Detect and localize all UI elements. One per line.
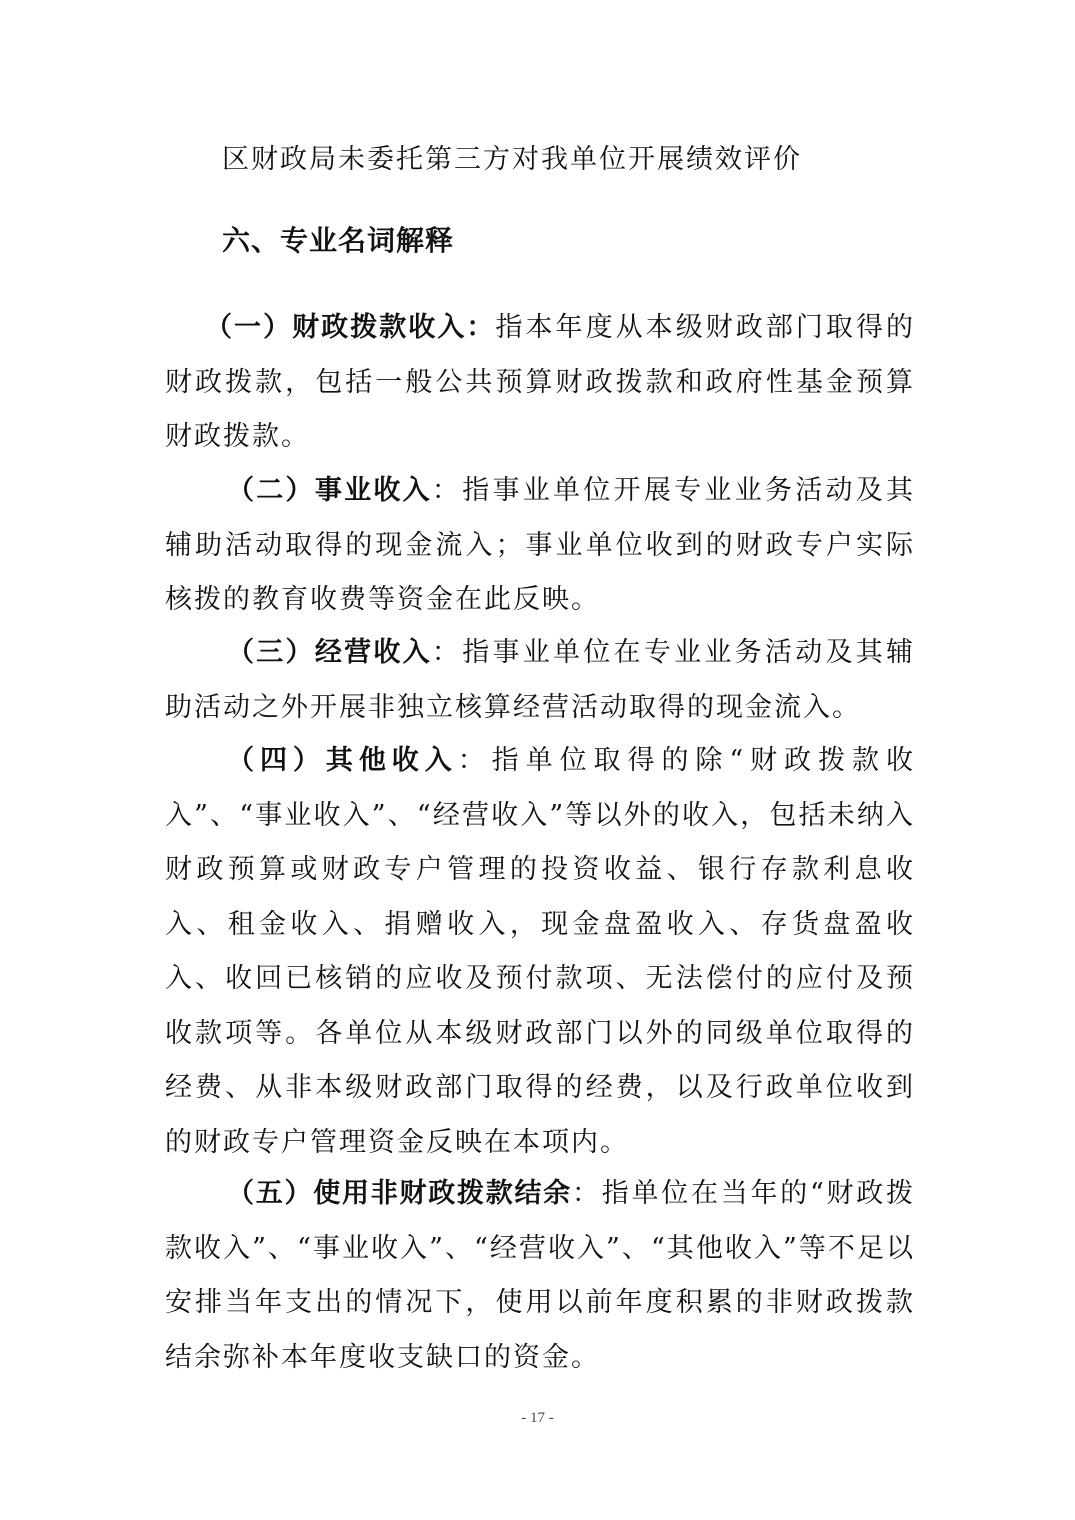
- definition-term-3: （三）经营收入: [227, 637, 432, 668]
- definition-term-1: （一）财政拨款收入：: [205, 312, 496, 343]
- definition-paragraph-4: [165, 734, 915, 1170]
- definition-term-5: （五）使用非财政拨款结余: [227, 1178, 572, 1209]
- definition-body-3: ：指事业单位在专业业务活动及其辅助活动之外开展非独立核算经营活动取得的现金流入。: [165, 637, 916, 723]
- definition-body-5: ：指单位在当年的“财政拨款收入”、“事业收入”、“经营收入”、“其他收入”等不足以安排当年支出的情况下，使用以前年度积累的非财政拨款结余弥补本年度收支缺口的资金。: [165, 1178, 915, 1373]
- section-heading: 六、专业名词解释: [222, 224, 455, 257]
- definition-paragraph-1: [165, 301, 915, 465]
- definition-body-1: 指本年度从本级财政部门取得的财政拨款，包括一般公共预算财政拨款和政府性基金预算财政拨款。: [165, 312, 916, 452]
- page-number: - 17 -: [521, 1410, 554, 1426]
- definition-term-4: （四）其他收入: [227, 745, 458, 776]
- definition-paragraph-2: [165, 464, 915, 628]
- definition-body-2: ：指事业单位开展专业业务活动及其辅助活动取得的现金流入；事业单位收到的财政专户实际核拨的教育收费等资金在此反映。: [165, 475, 916, 615]
- intro-line: 区财政局未委托第三方对我单位开展绩效评价: [222, 144, 802, 175]
- definition-body-4: ：指单位取得的除“财政拨款收入”、“事业收入”、“经营收入”等以外的收入，包括未纳入财政预算或财政专户管理的投资收益、银行存款利息收入、租金收入、捐赠收入，现金盘盈收入、存货盘盈收入、收回已核销的应收及预付款项、无法偿付的应付及预收款项等。各单位从本级财政部门以外的同级单位取得的经费、从非本级财政部门取得的经费，以及行政单位收到的财政专户管理资金反映在本项内。: [165, 745, 915, 1158]
- definition-term-2: （二）事业收入: [227, 475, 432, 506]
- definition-paragraph-5: [165, 1167, 915, 1385]
- definition-paragraph-3: [165, 626, 915, 735]
